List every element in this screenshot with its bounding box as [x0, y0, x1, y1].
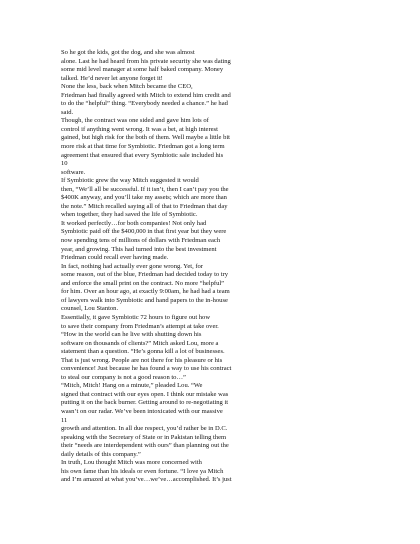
text-line: So he got the kids, got the dog, and she was almost — [61, 49, 195, 56]
text-line: year, and growing. This had turned into the best investment — [61, 245, 217, 253]
text-line: In truth, Lou thought Mitch was more concerned with — [61, 459, 202, 467]
text-line: gained, but high risk for the both of them. Well maybe a little bit — [61, 134, 230, 142]
text-line: 10 — [61, 160, 68, 168]
text-line: now spending tens of millions of dollars with Friedman each — [61, 237, 221, 245]
text-line: more risk at that time for Symbiotic. Friedman got a long term — [61, 143, 225, 151]
text-line: “Mitch, Mitch! Hang on a minute,” pleaded Lou. “We — [61, 382, 203, 390]
text-line: software. — [61, 168, 86, 176]
text-line: when together, they had saved the life of Symbiotic. — [61, 211, 198, 219]
text-line: and I’m amazed at what you’ve…we’ve…accomplished. It’s just — [61, 476, 232, 484]
text-line: to do the “helpful” thing. “Everybody needed a chance.” he had — [61, 100, 228, 108]
text-line: for him. Over an hour ago, at exactly 9:00am, he had had a team — [61, 288, 230, 296]
text-line: the note.” Mitch recalled saying all of that to Friedman that day — [61, 202, 228, 210]
text-line: growth and attention. In all due respect, you’d rather be in D.C. — [61, 425, 228, 433]
text-line: some mid level manager at some half baked company. Money — [61, 66, 224, 74]
text-line: Friedman could recall ever having made. — [61, 254, 169, 262]
text-line: of lawyers walk into Symbiotic and hand papers to the in-house — [61, 296, 228, 304]
text-line: $400K anyway, and you’ll take my assets; which are more than — [61, 194, 227, 202]
text-line: “How in the world can he live with shutting down his — [61, 331, 202, 339]
text-line: None the less, back when Mitch became the CEO, — [61, 83, 193, 91]
text-line: their “needs are interdependent with ours” than planning out the — [61, 442, 229, 450]
text-line: control if anything went wrong. It was a bet, at high interest — [61, 125, 218, 133]
text-line: In fact, nothing had actually ever gone wrong. Yet, for — [61, 262, 203, 270]
text-line: Friedman had finally agreed with Mitch to extend him credit and — [61, 91, 231, 99]
text-line: statement than a question. “He’s gonna kill a lot of businesses. — [61, 348, 225, 356]
text-line: daily details of this company.” — [61, 450, 141, 458]
text-line: agreement that ensured that every Symbiotic sale included his — [61, 151, 224, 159]
text-line: alone. Last he had heard from his private security she was dating — [61, 57, 231, 65]
body-text — [61, 49, 361, 485]
text-line: then, “We’ll all be successful. If it isn’t, then I can’t pay you the — [61, 185, 229, 193]
text-line: speaking with the Secretary of State or in Pakistan telling them — [61, 433, 227, 441]
text-line: some reason, out of the blue, Friedman had decided today to try — [61, 271, 229, 279]
text-line: and enforce the small print on the contract. No more “helpful” — [61, 279, 225, 287]
text-line: software on thousands of clients?” Mitch asked Lou, more a — [61, 339, 219, 347]
text-line: 11 — [61, 416, 68, 424]
text-line: to save their company from Friedman’s attempt at take over. — [61, 322, 219, 330]
text-line: Symbiotic paid off the $400,000 in that first year but they were — [61, 228, 227, 236]
text-line: That is just wrong. People are not there for his pleasure or his — [61, 356, 223, 364]
text-line: Essentially, it gave Symbiotic 72 hours to figure out how — [61, 313, 211, 321]
text-line: If Symbiotic grew the way Mitch suggested it would — [61, 177, 199, 185]
text-line: convenience! Just because he has found a way to use his contract — [61, 365, 232, 373]
text-line: his own fame than his ideals or even fortune. “I love ya Mitch — [61, 467, 224, 475]
text-line: said. — [61, 108, 74, 116]
text-line: wasn’t on our radar. We’ve been intoxicated with our massive — [61, 407, 223, 415]
text-line: counsel, Lou Stanton. — [61, 305, 119, 313]
text-line: to steal our company is not a good reason to…” — [61, 373, 186, 381]
text-line: talked. He’d never let anyone forget it! — [61, 74, 163, 82]
text-line: signed that contract with our eyes open. I think our mistake was — [61, 390, 229, 398]
text-line: It worked perfectly…for both companies! Not only had — [61, 219, 207, 227]
text-line: Though, the contract was one sided and gave him lots of — [61, 117, 209, 125]
text-line: putting it on the back burner. Getting around to re-negotiating it — [61, 399, 229, 407]
